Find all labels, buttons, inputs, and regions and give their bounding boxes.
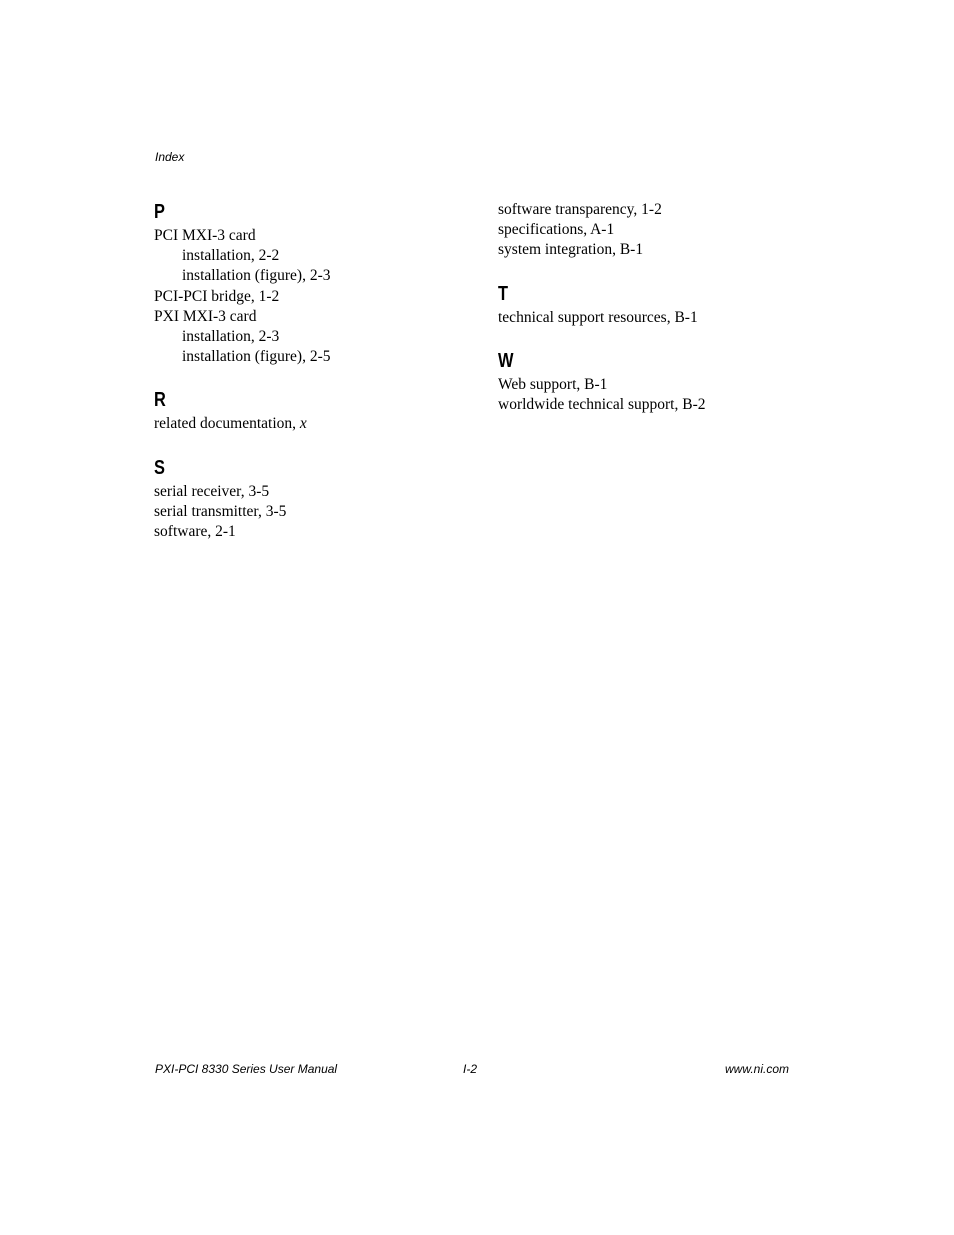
index-entry <box>498 200 818 220</box>
index-entry-text: serial transmitter, 3-5 <box>154 502 287 520</box>
index-entry <box>154 414 474 434</box>
index-subentry <box>154 347 474 367</box>
index-entry-text: installation (figure), 2-5 <box>182 348 331 366</box>
index-section-letter: R <box>154 389 166 412</box>
index-entry-text: worldwide technical support, B-2 <box>498 396 706 414</box>
footer-website: www.ni.com <box>725 1062 790 1076</box>
index-entry <box>498 375 818 395</box>
index-entry <box>498 220 818 240</box>
footer-page-number: I-2 <box>463 1062 478 1076</box>
index-subentry <box>154 246 474 266</box>
index-entry-text: installation, 2-3 <box>182 328 280 346</box>
index-entry-text: software, 2-1 <box>154 523 236 541</box>
index-section-s <box>154 454 474 543</box>
index-section-r <box>154 386 474 434</box>
index-entry-text: system integration, B-1 <box>498 241 644 259</box>
index-entry-text: PCI MXI-3 card <box>154 227 256 244</box>
index-section-letter: S <box>154 456 165 479</box>
index-section-p <box>154 198 474 367</box>
index-entry <box>154 307 474 327</box>
index-entry-text: related documentation, <box>154 415 300 433</box>
index-entry-text: installation, 2-2 <box>182 247 280 265</box>
index-entry <box>154 522 474 542</box>
index-entry-text: specifications, A-1 <box>498 221 615 239</box>
index-entry-text: PCI-PCI bridge, 1-2 <box>154 287 280 305</box>
index-entry-text: serial receiver, 3-5 <box>154 482 270 500</box>
index-subentry <box>154 327 474 347</box>
index-entry-text: technical support resources, B-1 <box>498 308 698 326</box>
index-entry-page-ref: x <box>299 415 307 433</box>
index-section-w <box>498 347 818 415</box>
index-entry <box>498 395 818 415</box>
index-entry <box>154 287 474 307</box>
index-column-right <box>498 198 818 434</box>
index-entry-text: installation (figure), 2-3 <box>182 267 331 285</box>
index-subentry <box>154 266 474 286</box>
index-section-t <box>498 280 818 328</box>
index-section-s-continued <box>498 200 818 261</box>
index-entry <box>498 240 818 260</box>
running-head: Index <box>155 150 185 164</box>
index-section-letter: W <box>498 349 514 372</box>
index-entry <box>154 502 474 522</box>
footer-manual-title: PXI-PCI 8330 Series User Manual <box>155 1062 338 1076</box>
index-entry-text: PXI MXI-3 card <box>154 307 257 325</box>
index-column-left <box>154 198 474 561</box>
index-entry <box>154 226 474 246</box>
index-section-letter: P <box>154 201 165 223</box>
index-section-letter: T <box>498 282 509 305</box>
index-entry-text: software transparency, 1-2 <box>498 201 662 218</box>
index-entry-text: Web support, B-1 <box>498 375 608 393</box>
index-entry <box>498 308 818 328</box>
index-entry <box>154 482 474 502</box>
